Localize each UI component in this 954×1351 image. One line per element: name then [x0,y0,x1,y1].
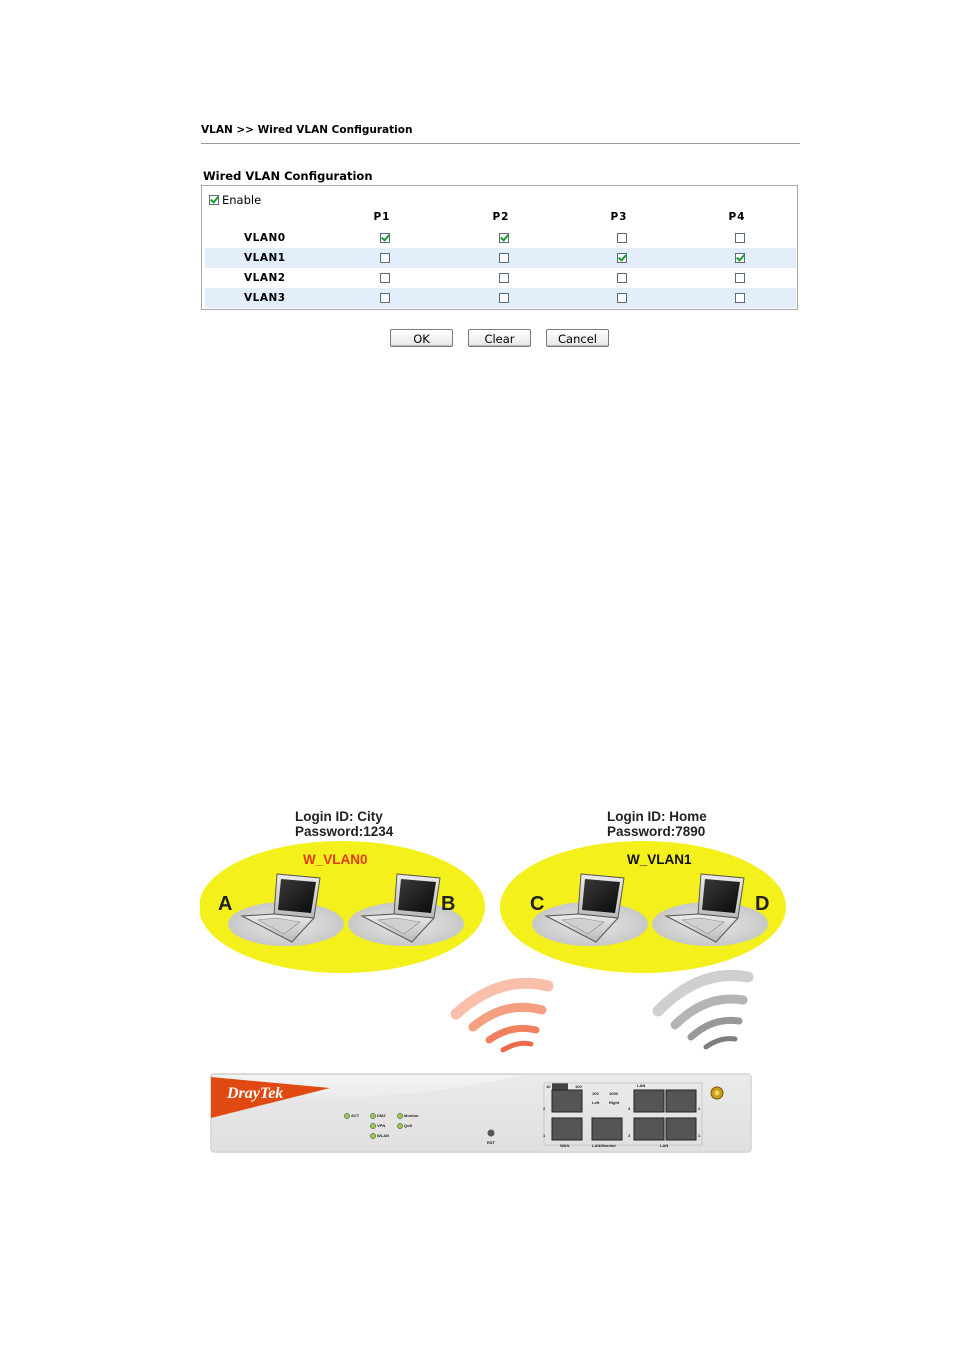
router-led-labels [200,800,790,1160]
wireless-vlan-diagram [200,800,790,1160]
port-checkbox-p4[interactable] [735,233,745,243]
port-checkbox-p4[interactable] [735,273,745,283]
port-2-right-label: 2 [698,1106,701,1111]
speed-100-lan-label: 100 [592,1091,599,1096]
port-checkbox-p2[interactable] [499,253,509,263]
column-header-p2: P2 [492,211,510,223]
vlan-config-panel [201,185,798,310]
vlan-name: VLAN0 [244,232,286,244]
column-header-p1: P1 [373,211,391,223]
led-qos-label: QoS [404,1123,413,1128]
client-d-label: D [755,893,770,915]
port-checkbox-p2[interactable] [499,233,509,243]
cancel-button[interactable]: Cancel [546,329,609,347]
right-label: Right [609,1100,620,1105]
led-monitor-label: Monitor [404,1113,419,1118]
lan-monitor-port-label: LAN/Monitor [592,1143,616,1148]
rst-label: RST [487,1140,495,1145]
port-checkbox-p1[interactable] [380,293,390,303]
lan-ports-label: LAN [660,1143,669,1148]
led-vpn-label: VPN [377,1123,386,1128]
port-checkbox-p2[interactable] [499,273,509,283]
port-checkbox-p4[interactable] [735,253,745,263]
divider [201,143,800,144]
login-id-right: Login ID: Home [607,809,707,824]
enable-label: Enable [222,193,262,207]
port-checkbox-p3[interactable] [617,253,627,263]
router-brand-logo: DrayTek [227,1085,284,1102]
ok-button[interactable]: OK [390,329,453,347]
section-title: Wired VLAN Configuration [203,169,373,183]
table-row [205,288,796,308]
speed-100-label: 100 [575,1084,582,1089]
lan-group-label: LAN [637,1083,646,1088]
port-checkbox-p1[interactable] [380,233,390,243]
wan-port-label: WAN [560,1143,570,1148]
port-4-label: 4 [628,1106,631,1111]
port-checkbox-p1[interactable] [380,253,390,263]
port-checkbox-p3[interactable] [617,233,627,243]
speed-1000-label: 1000 [609,1091,618,1096]
password-right: Password:7890 [607,824,706,839]
client-c-label: C [530,893,545,915]
port-checkbox-p3[interactable] [617,293,627,303]
speed-10-label: 10 [546,1084,551,1089]
vlan-name: VLAN1 [244,252,286,264]
client-b-label: B [441,893,456,915]
led-dmz-label: DMZ [377,1113,386,1118]
port-1-right-label: 1 [698,1133,701,1138]
enable-checkbox[interactable] [209,195,219,205]
port-2-left-label: 2 [543,1106,546,1111]
vlan0-tag: W_VLAN0 [303,852,368,867]
led-wlan-label: WLAN [377,1133,389,1138]
client-a-label: A [218,893,233,915]
table-row [205,248,796,268]
breadcrumb: VLAN >> Wired VLAN Configuration [201,124,413,136]
clear-button[interactable]: Clear [468,329,531,347]
login-id-left: Login ID: City [295,809,383,824]
table-row [205,268,796,288]
vlan1-tag: W_VLAN1 [627,852,692,867]
enable-checkbox-row[interactable] [209,193,261,207]
port-checkbox-p3[interactable] [617,273,627,283]
port-checkbox-p4[interactable] [735,293,745,303]
port-1-left-label: 1 [543,1133,546,1138]
port-checkbox-p1[interactable] [380,273,390,283]
port-checkbox-p2[interactable] [499,293,509,303]
password-left: Password:1234 [295,824,394,839]
left-label: Left [592,1100,600,1105]
vlan-name: VLAN3 [244,292,286,304]
vlan-name: VLAN2 [244,272,286,284]
led-act-label: ACT [351,1113,360,1118]
column-header-p4: P4 [728,211,746,223]
table-row [205,228,796,248]
column-header-p3: P3 [610,211,628,223]
port-3-label: 3 [628,1133,631,1138]
